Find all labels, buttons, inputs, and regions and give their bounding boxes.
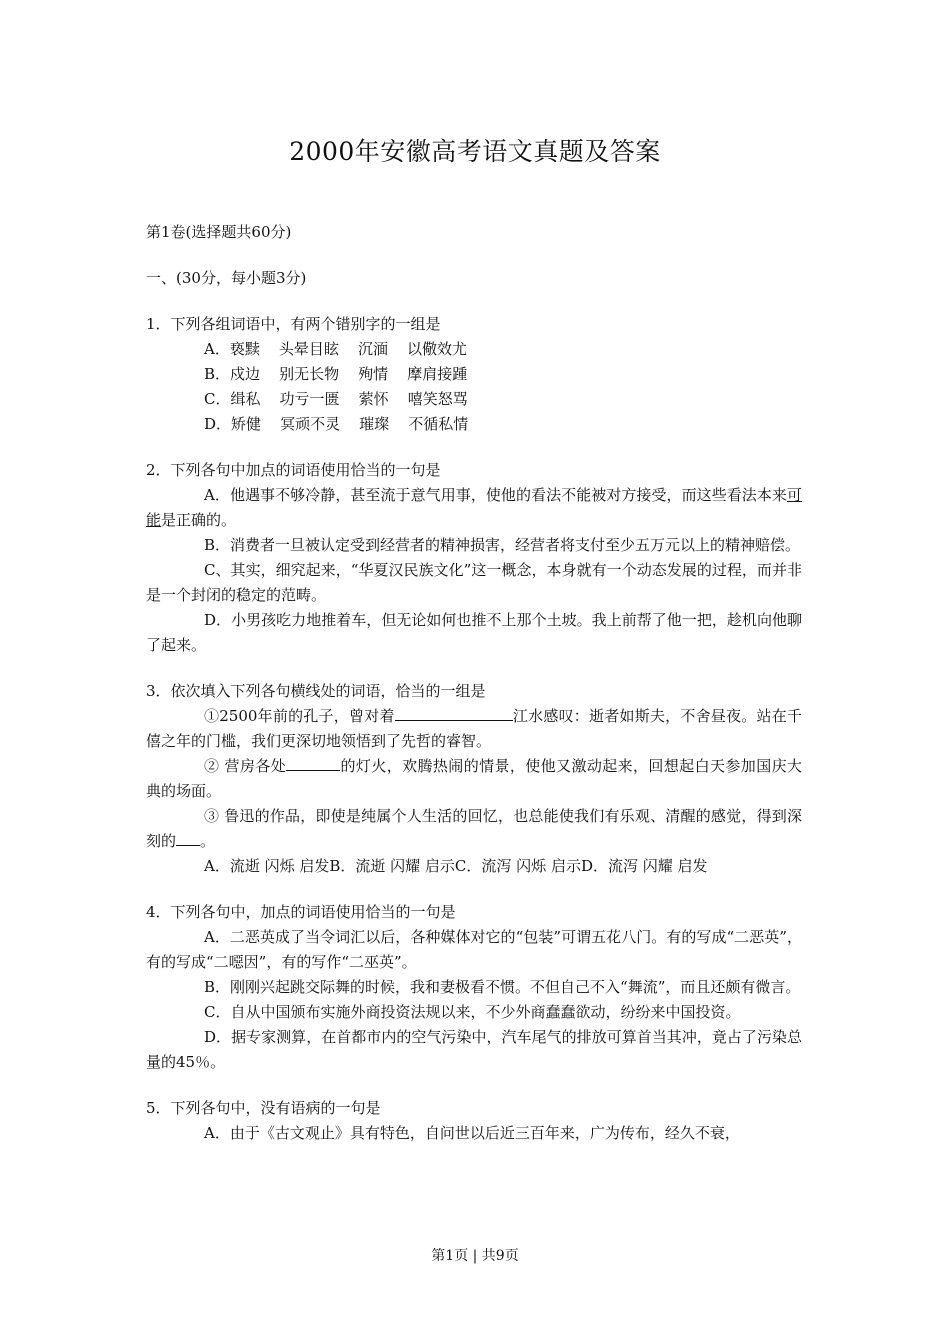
page-title: 2000年安徽高考语文真题及答案 <box>289 137 661 166</box>
fill-blank <box>395 704 513 721</box>
question-stem: 5．下列各句中，没有语病的一句是 <box>146 1099 381 1117</box>
page-footer: 第1页 | 共9页 <box>431 1248 519 1264</box>
option-b: B．消费者一旦被认定受到经营者的精神损害，经营者将支付至少五万元以上的精神赔偿。 <box>204 536 801 554</box>
question-stem: 1．下列各组词语中，有两个错别字的一组是 <box>146 315 441 333</box>
sentence-2-end: 的灯火，欢腾热闹的情景，使他又激动起来，回想起白天参加国庆大典的场面。 <box>146 757 802 800</box>
question-stem: 2．下列各句中加点的词语使用恰当的一句是 <box>146 461 441 479</box>
sentence-1-end: 江水感叹：逝者如斯夫，不舍昼夜。站在千僖之年的门槛，我们更深切地领悟到了先哲的睿智。 <box>146 707 802 750</box>
option-b: B．刚刚兴起跳交际舞的时候，我和妻极看不惯。不但自己不入“舞流”，而且还颇有微言。 <box>204 978 801 996</box>
sentence-2-start: ② 营房各处 <box>204 757 287 775</box>
option-d: D．据专家测算，在首都市内的空气污染中，汽车尾气的排放可算首当其冲，竟占了污染总量的45％。 <box>146 1028 802 1071</box>
question-2 <box>146 458 802 658</box>
question-4 <box>146 900 802 1075</box>
sentence-3 <box>146 804 802 854</box>
fill-blank <box>286 754 340 771</box>
fill-blank <box>176 829 200 846</box>
question-3 <box>146 679 802 879</box>
option-c: C．自从中国颁布实施外商投资法规以来，不少外商蠢蠢欲动，纷纷来中国投资。 <box>204 1003 741 1021</box>
document-body <box>146 220 802 1146</box>
option-b: B．戍边 别无长物 殉情 摩肩接踵 <box>204 365 468 383</box>
sentence-1 <box>146 704 802 754</box>
question-stem: 3．依次填入下列各句横线处的词语，恰当的一组是 <box>146 682 486 700</box>
sentence-3-start: ③ 鲁迅的作品，即使是纯属个人生活的回忆，也总能使我们有乐观、清醒的感觉，得到深刻的 <box>146 807 802 850</box>
option-d: D．矫健 冥顽不灵 璀璨 不循私情 <box>204 415 469 433</box>
option-a <box>146 483 802 533</box>
option-c: C．缉私 功亏一匮 萦怀 嘻笑怒骂 <box>204 390 468 408</box>
question-stem: 4．下列各句中，加点的词语使用恰当的一句是 <box>146 903 456 921</box>
option-a: A．亵黩 头晕目眩 沉湎 以儆效尤 <box>204 340 468 358</box>
option-a: A．二恶英成了当令词汇以后，各种媒体对它的“包装”可谓五花八门。有的写成“二恶英”，有的写成“二噁因”，有的写作“二巫英”。 <box>146 928 802 971</box>
sentence-1-start: ①2500年前的孔子，曾对着 <box>204 707 395 725</box>
question-1 <box>146 312 802 437</box>
answer-options: A．流逝 闪烁 启发B．流逝 闪耀 启示C．流泻 闪烁 启示D．流泻 闪耀 启发 <box>204 857 708 875</box>
question-5 <box>146 1096 802 1146</box>
part-one-heading: 一、(30分，每小题3分) <box>146 269 307 287</box>
section-header: 第1卷(选择题共60分) <box>146 223 292 241</box>
option-a: A．由于《古文观止》具有特色，自问世以后近三百年来，广为传布，经久不衰， <box>204 1124 740 1142</box>
option-d: D．小男孩吃力地推着车，但无论如何也推不上那个土坡。我上前帮了他一把，趁机向他聊了起来。 <box>146 611 802 654</box>
option-a-text: A．他遇事不够冷静，甚至流于意气用事，使他的看法不能被对方接受，而这些看法本来 <box>204 486 787 504</box>
sentence-2 <box>146 754 802 804</box>
sentence-3-end: 。 <box>200 832 216 850</box>
underlined-word: 可能 <box>146 486 802 529</box>
option-a-text-end: 是正确的。 <box>161 511 237 529</box>
option-c: C、其实，细究起来，“华夏汉民族文化”这一概念，本身就有一个动态发展的过程，而并非是一个封闭的稳定的范畴。 <box>146 561 802 604</box>
